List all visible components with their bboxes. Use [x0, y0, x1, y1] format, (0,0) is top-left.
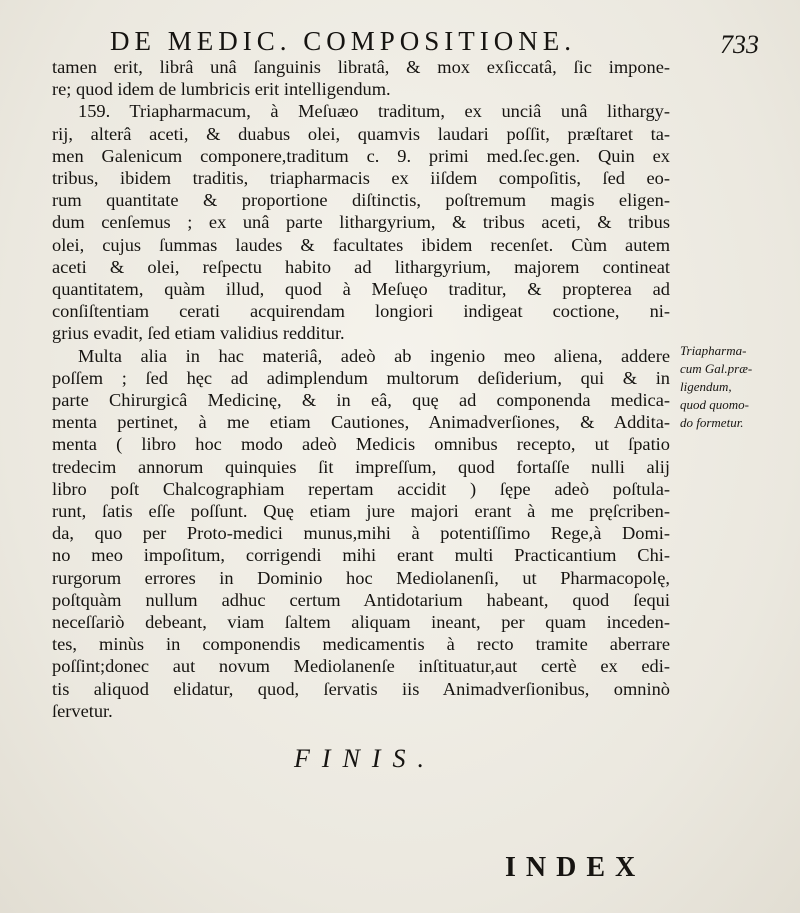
- text-line: poſſem ; ſed hęc ad adimplendum multorum deſiderium, qui & in: [52, 367, 670, 388]
- text-line: rurgorum errores in Dominio hoc Mediolanenſi, ut Pharmacopolę,: [52, 567, 670, 588]
- text-line: Multa alia in hac materiâ, adeò ab ingenio meo aliena, addere: [78, 345, 670, 366]
- text-line: tredecim annorum quinquies ſit impreſſum, quod fortaſſe nulli alij: [52, 456, 670, 477]
- text-line: menta ( libro hoc modo adeò Medicis omnibus recepto, ut ſpatio: [52, 434, 670, 455]
- text-line: dum cenſemus ; ex unâ parte lithargyrium, & tribus aceti, & tribus: [52, 212, 670, 233]
- text-line: tribus, ibidem traditis, triapharmacis ex iiſdem compoſitis, ſed eo-: [52, 168, 670, 189]
- text-line: aceti & olei, reſpectu habito ad lithargyrium, majorem contineat: [52, 256, 670, 277]
- text-line: tis aliquod elidatur, quod, ſervatis iis Animadverſionibus, omninò: [52, 678, 670, 699]
- text-line: poſtquàm nullum adhuc certum Antidotarium habeant, quod ſequi: [52, 589, 670, 610]
- text-line: grius evadit, ſed etiam validius redditur.: [52, 323, 345, 344]
- finis-heading: FINIS.: [293, 744, 437, 773]
- text-line: men Galenicum componere,traditum c. 9. primi med.ſec.gen. Quin ex: [52, 145, 670, 166]
- marginal-note-line: ligendum,: [680, 379, 732, 394]
- text-line: neceſſariò debeant, viam ſaltem aliquam ineant, per quam inceden-: [52, 612, 670, 633]
- text-line: runt, ſatis eſſe poſſunt. Quę etiam jure majori erant à me pręſcriben-: [52, 501, 670, 522]
- text-line: tamen erit, librâ unâ ſanguinis libratâ, & mox exſiccatâ, ſic impone-: [52, 57, 670, 77]
- page-number: 733: [720, 30, 759, 59]
- text-line: rum quantitate & proportione diſtinctis, poſtremum magis eligen-: [52, 190, 670, 211]
- text-line: libro poſt Chalcographiam repertam accidit ) ſępe adeò poſtula-: [52, 478, 670, 499]
- marginal-note-line: do formetur.: [680, 415, 744, 430]
- marginal-note-line: Triapharma-: [680, 343, 747, 358]
- text-line: tes, minùs in componendis medicamentis à recto tramite aberrare: [52, 634, 670, 655]
- text-line: parte Chirurgicâ Medicinę, & in eâ, quę ad componenda medica-: [52, 390, 670, 411]
- text-line: quantitatem, quàm illud, quod à Meſuęo traditur, & propterea ad: [52, 279, 670, 300]
- text-line: rij, alterâ aceti, & duabus olei, quamvis laudari poſſit, præſtaret ta-: [52, 123, 670, 144]
- text-line: poſſint;donec aut novum Mediolanenſe inſtituatur,aut certè ex edi-: [52, 656, 670, 677]
- catchword: INDEX: [505, 852, 646, 883]
- text-line: no meo impoſitum, corrigendi mihi erant multi Practicantium Chi-: [52, 545, 670, 566]
- text-line: 159. Triapharmacum, à Meſuæo traditum, ex unciâ unâ lithargy-: [78, 101, 670, 122]
- body-text: [52, 56, 670, 722]
- running-title: DE MEDIC. COMPOSITIONE.: [110, 26, 576, 56]
- text-line: conſiſtentiam cerati acquirendam longiori indigeat coctione, ni-: [52, 301, 670, 322]
- text-line: da, quo per Proto-medici munus,mihi à potentiſſimo Rege,à Domi-: [52, 523, 670, 544]
- text-line: ſervetur.: [52, 700, 113, 721]
- marginal-note-line: cum Gal.præ-: [680, 361, 753, 376]
- marginal-note-line: quod quomo-: [680, 397, 749, 412]
- text-line: re; quod idem de lumbricis erit intelligendum.: [52, 79, 391, 100]
- text-line: olei, cujus ſummas laudes & facultates ibidem recenſet. Cùm autem: [52, 234, 670, 255]
- marginal-note: [680, 342, 795, 432]
- text-line: menta pertinet, à me etiam Cautiones, Animadverſiones, & Additа-: [52, 412, 670, 433]
